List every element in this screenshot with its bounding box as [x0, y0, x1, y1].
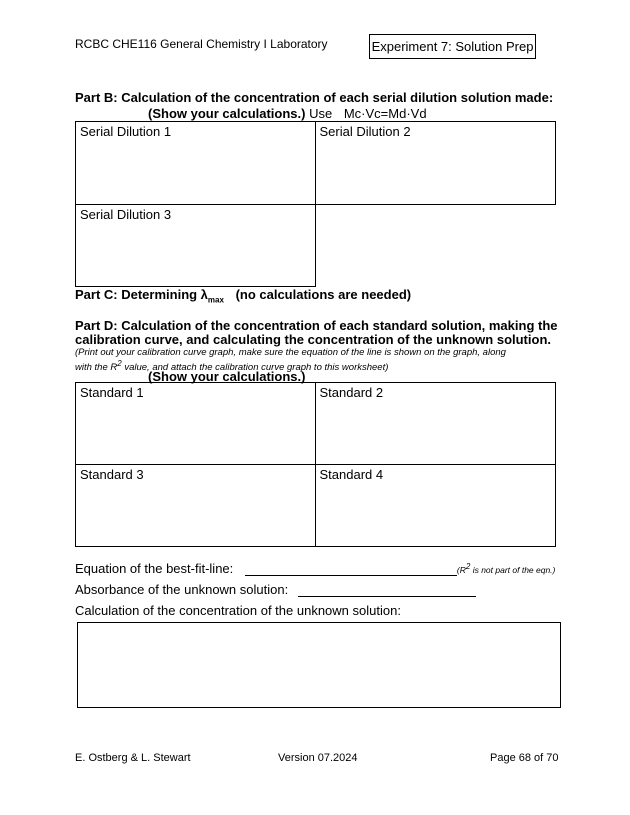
empty-cell — [315, 205, 556, 287]
part-b-show-calc: (Show your calculations.) — [148, 106, 306, 121]
r2-note — [456, 562, 556, 575]
equation-blank[interactable] — [245, 561, 457, 576]
calc-label: Calculation of the concentration of the unknown solution: — [75, 603, 401, 618]
part-b-title: Part B: Calculation of the concentration of each serial dilution solution made: — [75, 90, 554, 105]
footer-version: Version 07.2024 — [278, 752, 358, 764]
r2-note-suffix: is not part of the eqn.) — [470, 565, 556, 575]
serial-dilution-table — [75, 121, 556, 287]
serial-dilution-3-label: Serial Dilution 3 — [80, 207, 172, 222]
part-c-title-prefix: Part C: Determining λ — [75, 287, 208, 302]
note-prefix: with the R — [75, 362, 118, 374]
experiment-title: Experiment 7: Solution Prep — [371, 39, 534, 54]
part-b-use: Use — [309, 106, 333, 121]
serial-dilution-2-cell[interactable] — [315, 122, 556, 205]
part-c-title — [75, 287, 411, 305]
equation-label: Equation of the best-fit-line: — [75, 561, 234, 576]
standards-table — [75, 382, 556, 547]
part-d-note-line1: (Print out your calibration curve graph, make sure the equation of the line is shown on the graph, along — [75, 347, 506, 358]
part-d-show-calc: (Show your calculations.) — [148, 369, 306, 384]
course-header: RCBC CHE116 General Chemistry I Laboratory — [75, 37, 328, 51]
standard-2-label: Standard 2 — [319, 385, 384, 400]
part-b-instructions — [148, 106, 427, 121]
experiment-title-box — [369, 34, 536, 59]
serial-dilution-3-cell[interactable] — [76, 205, 316, 287]
standard-2-cell[interactable] — [315, 383, 556, 465]
standard-3-cell[interactable] — [76, 465, 316, 547]
standard-4-cell[interactable] — [315, 465, 556, 547]
serial-dilution-1-label: Serial Dilution 1 — [80, 124, 172, 139]
serial-dilution-2-label: Serial Dilution 2 — [319, 124, 411, 139]
unknown-calc-box[interactable] — [77, 622, 561, 708]
standard-1-cell[interactable] — [76, 383, 316, 465]
part-c-title-sub: max — [207, 295, 224, 305]
serial-dilution-1-cell[interactable] — [76, 122, 316, 205]
part-c-title-suffix: (no calculations are needed) — [235, 287, 412, 302]
footer-authors: E. Ostberg & L. Stewart — [75, 752, 191, 764]
standard-3-label: Standard 3 — [80, 467, 144, 482]
dilution-formula: Mc·Vc=Md·Vd — [343, 106, 427, 121]
note-sup: 2 — [117, 359, 122, 368]
r2-note-sup: 2 — [465, 562, 471, 572]
absorbance-row — [75, 582, 476, 597]
absorbance-label: Absorbance of the unknown solution: — [75, 582, 289, 597]
footer-page: Page 68 of 70 — [490, 752, 559, 764]
r2-note-prefix: (R — [456, 565, 466, 575]
standard-1-label: Standard 1 — [80, 385, 144, 400]
absorbance-blank[interactable] — [298, 582, 476, 597]
part-d-title-line1: Part D: Calculation of the concentration of each standard solution, making the — [75, 318, 558, 333]
equation-row — [75, 561, 555, 576]
standard-4-label: Standard 4 — [319, 467, 384, 482]
part-d-title-line2: calibration curve, and calculating the concentration of the unknown solution. — [75, 332, 551, 347]
note-suffix: value, and attach the calibration curve graph to this worksheet) — [121, 362, 389, 374]
